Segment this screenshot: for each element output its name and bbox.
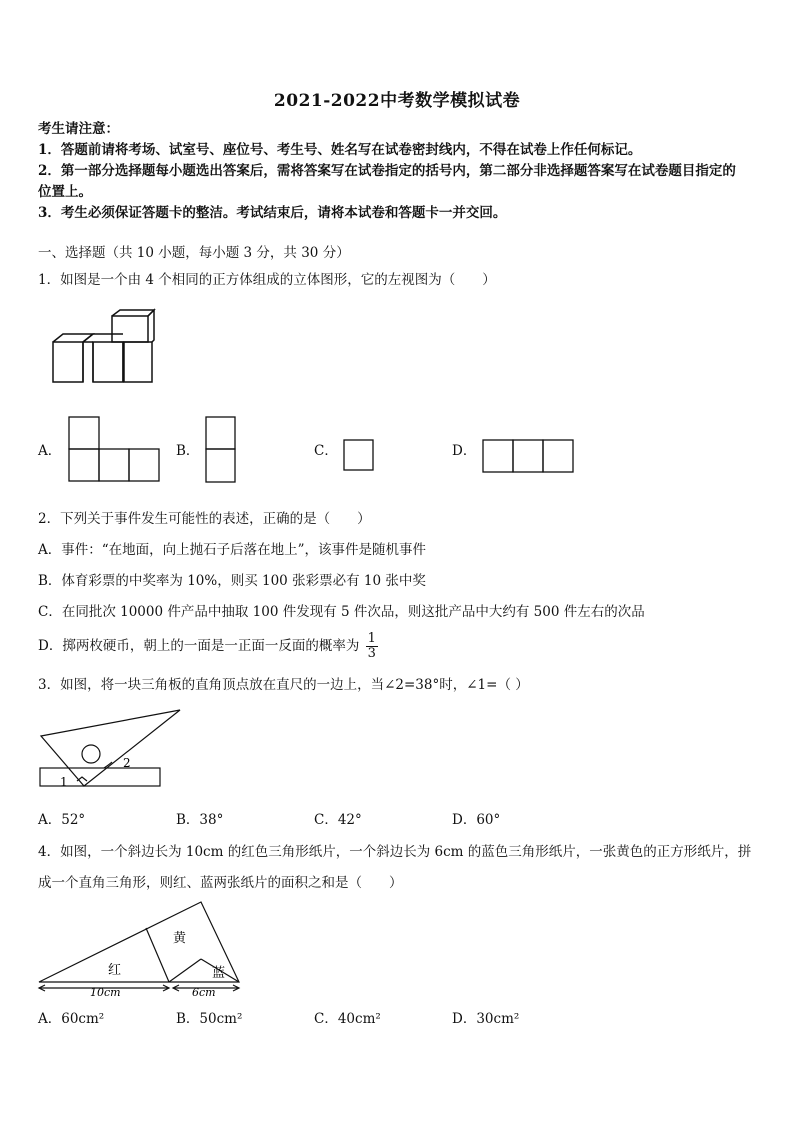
q4-option-a: A．60cm² [38,1011,105,1027]
q2-fraction-denominator: 3 [367,646,376,661]
q3-option-b: B．38° [176,812,224,828]
q2-option-c: C．在同批次 10000 件产品中抽取 100 件发现有 5 件次品，则这批产品中大约有 500 件左右的次品 [38,604,645,620]
notice-item-3: 3．考生必须保证答题卡的整洁。考试结束后，请将本试卷和答题卡一并交回。 [38,205,507,221]
q2-option-a: A．事件：“在地面，向上抛石子后落在地上”，该事件是随机事件 [38,542,427,558]
q2-option-d-text: D．掷两枚硬币，朝上的一面是一正面一反面的概率为 [38,638,360,654]
q2-fraction-numerator: 1 [367,631,376,646]
notice-item-2: 2．第一部分选择题每小题选出答案后，需将答案写在试卷指定的括号内，第二部分非选择题答案写在试卷题目指定的 [38,163,736,179]
q1-option-b-label: B． [176,443,200,459]
page-title: 2021-2022中考数学模拟试卷 [273,91,521,111]
section-heading: 一、选择题（共 10 小题，每小题 3 分，共 30 分） [38,245,350,261]
q1-option-b-figure [205,416,237,484]
q1-option-c-figure [343,439,375,472]
q3-angle2-label: 2 [123,756,131,770]
q4-option-b: B．50cm² [176,1011,243,1027]
q1-option-d-label: D． [452,443,477,459]
q3-angle1-label: 1 [60,775,68,789]
q2-option-b: B．体育彩票的中奖率为 10%，则买 100 张彩票必有 10 张中奖 [38,573,426,589]
q1-option-d-figure [482,439,576,474]
question-2-stem: 2．下列关于事件发生可能性的表述，正确的是（ ） [38,511,371,527]
q3-option-c: C．42° [314,812,362,828]
q4-10cm-label: 10cm [90,986,121,999]
notice-item-2-cont: 位置上。 [38,184,92,200]
q4-6cm-label: 6cm [192,986,216,999]
notice-heading: 考生请注意： [38,121,119,137]
question-3-stem: 3．如图，将一块三角板的直角顶点放在直尺的一边上，当∠2=38°时，∠1=（ ） [38,677,529,693]
q1-option-c-label: C． [314,443,338,459]
q1-option-a-label: A． [38,443,62,459]
q4-option-c: C．40cm² [314,1011,381,1027]
q3-option-a: A．52° [38,812,86,828]
q4-yellow-label: 黄 [173,931,187,946]
q2-option-d [38,632,378,661]
question-4-stem-line1: 4．如图，一个斜边长为 10cm 的红色三角形纸片，一个斜边长为 6cm 的蓝色三角形纸片，一张黄色的正方形纸片，拼 [38,844,752,860]
question-4-stem-line2: 成一个直角三角形，则红、蓝两张纸片的面积之和是（ ） [38,875,403,891]
q1-option-a-figure [68,416,162,482]
q4-blue-label: 蓝 [212,966,226,981]
q2-fraction [366,632,378,661]
question-4-figure [36,898,242,1002]
q4-option-d: D．30cm² [452,1011,520,1027]
question-1-stem: 1．如图是一个由 4 个相同的正方体组成的立体图形，它的左视图为（ ） [38,272,496,288]
notice-item-1: 1．答题前请将考场、试室号、座位号、考生号、姓名写在试卷密封线内，不得在试卷上作任何标记。 [38,142,642,158]
q4-red-label: 红 [108,963,122,978]
question-1-solid-figure [48,310,158,386]
q3-option-d: D．60° [452,812,501,828]
question-3-figure [38,708,184,792]
